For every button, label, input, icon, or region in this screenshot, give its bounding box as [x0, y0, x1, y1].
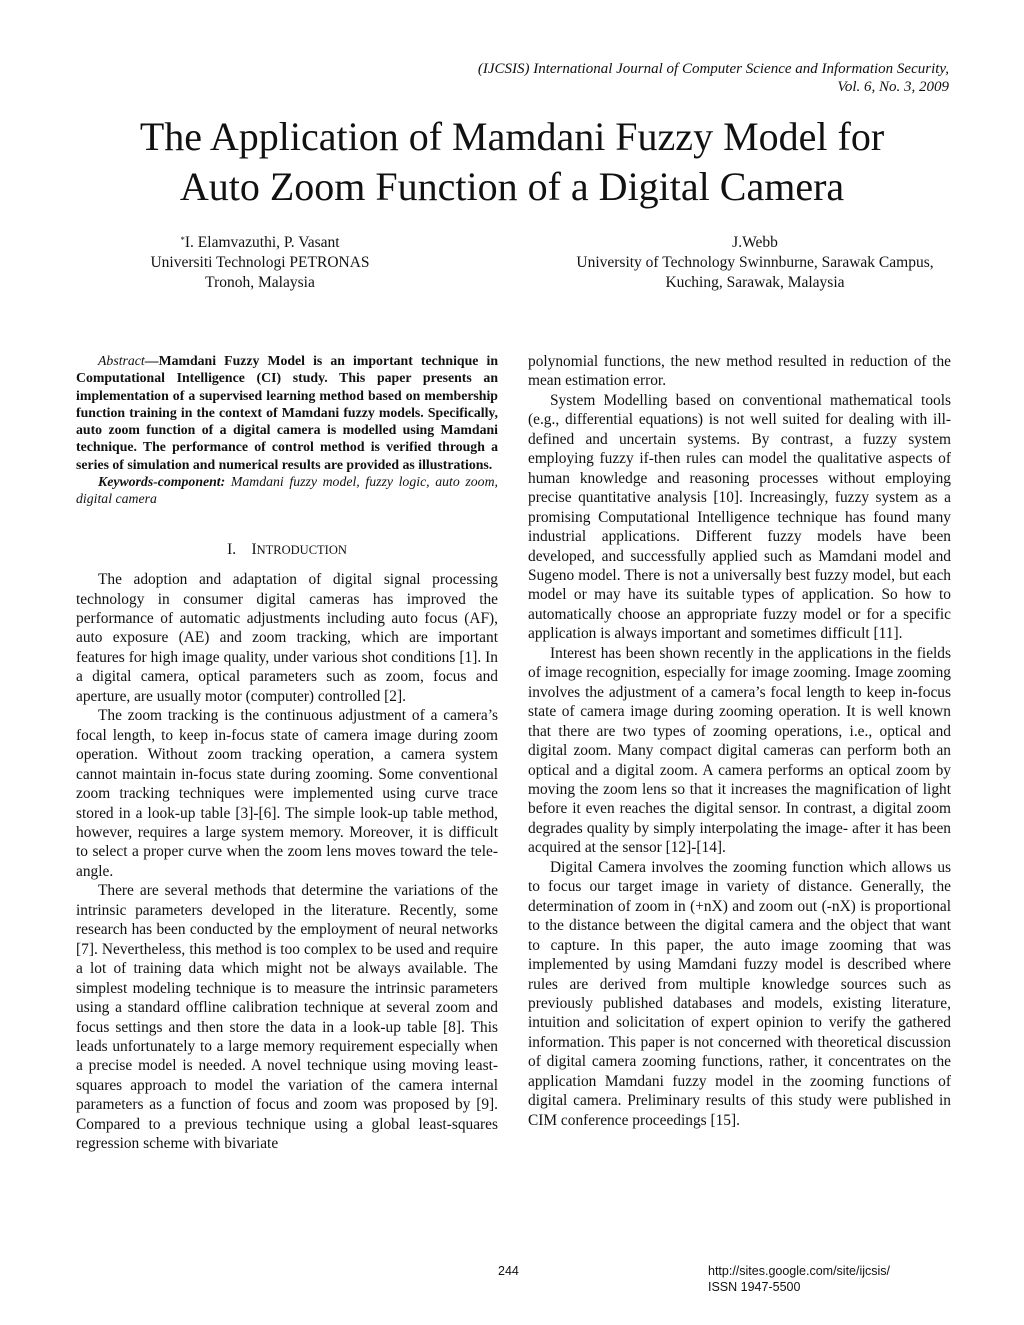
author-location-right: Kuching, Sarawak, Malaysia: [665, 274, 845, 291]
abstract: [76, 352, 498, 473]
left-column: [76, 352, 498, 1154]
paragraph: The adoption and adaptation of digital signal processing technology in consumer digital cameras has improved the performance of automatic adjustments including auto focus (AF), auto exposure (AE) and zoom tracking, which are important features for high image quality, under various shot conditions [1]. In a digital camera, optical parameters such as zoom, focus and aperture, are usually motor (computer) controlled [2].: [76, 571, 498, 705]
page-number: 244: [498, 1264, 519, 1278]
issn: ISSN 1947-5500: [708, 1280, 801, 1294]
abstract-label: Abstract: [98, 353, 145, 368]
section-heading: [76, 540, 498, 560]
corresponding-author-mark: *: [180, 235, 185, 245]
journal-url: http://sites.google.com/site/ijcsis/: [708, 1264, 891, 1278]
author-names-right: J.Webb: [732, 234, 778, 251]
paper-title: [0, 112, 1024, 212]
paper-title-line2: Auto Zoom Function of a Digital Camera: [179, 164, 845, 209]
section-title: INTRODUCTION: [251, 540, 347, 558]
paper-title-line1: The Application of Mamdani Fuzzy Model for: [139, 114, 885, 159]
author-block-right: [540, 233, 970, 293]
author-institution-left: Universiti Technologi PETRONAS: [150, 254, 370, 271]
keywords-label: Keywords-component:: [98, 474, 226, 490]
author-institution-right: University of Technology Swinnburne, Sarawak Campus,: [576, 254, 934, 271]
paragraph: System Modelling based on conventional mathematical tools (e.g., differential equations) is not well suited for dealing with ill-defined and uncertain systems. By contrast, a fuzzy system employing fuzzy if-then rules can model the qualitative aspects of human knowledge and reasoning processes without employing precise quantitative analysis [10]. Increasingly, fuzzy system as a promising Computational Intelligence technique has found many industrial applications. Different fuzzy models have been developed, and successfully applied such as Mamdani model and Sugeno model. There is not a universally best fuzzy model, but each model or may have its suitable types of application. So how to automatically choose an appropriate fuzzy model or for a specific application is always important and sometimes difficult [11].: [528, 391, 951, 643]
right-column: [528, 352, 951, 1130]
author-block-left: [130, 233, 390, 293]
paragraph-continuation: polynomial functions, the new method resulted in reduction of the mean estimation error.: [528, 353, 951, 390]
journal-header-line1: (IJCSIS) International Journal of Computer Science and Information Security,: [477, 61, 949, 77]
footer-info: [708, 1263, 890, 1295]
author-names-left: *I. Elamvazuthi, P. Vasant: [180, 234, 340, 251]
paragraph: There are several methods that determine the variations of the intrinsic parameters developed in the literature. Recently, some research has been conducted by the employment of neural networks [7]. Nevertheless, this method is too complex to be used and require a lot of training data which might not be always available. The simplest modeling technique is to measure the intrinsic parameters using a standard offline calibration technique at several zoom and focus settings and then store the data in a look-up table [8]. This leads unfortunately to a large memory requirement especially when a precise model is needed. A novel technique using moving least-squares approach to model the variation of the camera internal parameters as a function of focus and zoom was proposed by [9]. Compared to a previous technique using a global least-squares regression scheme with bivariate: [76, 882, 498, 1153]
paragraph: The zoom tracking is the continuous adjustment of a camera’s focal length, to keep in-focus state of camera image during zoom operation. Without zoom tracking operation, a camera system cannot maintain in-focus state during zooming. Some conventional zoom tracking techniques were implemented using curve trace stored in a look-up table [3]-[6]. The simple look-up table method, however, requires a large system memory. Moreover, it is difficult to select a proper curve when the zoom lens moves toward the tele-angle.: [76, 707, 498, 880]
author-location-left: Tronoh, Malaysia: [205, 274, 315, 291]
paragraph: Digital Camera involves the zooming function which allows us to focus our target image in variety of distance. Generally, the determination of zoom in (+nX) and zoom out (-nX) is proportional to the distance between the digital camera and the object that want to capture. In this paper, the auto image zooming that was implemented by using Mamdani fuzzy model is described where rules are derived from multiple knowledge sources such as previously published databases and models, existing literature, intuition and solicitation of expert opinion to verify the gathered information. This paper is not concerned with theoretical discussion of digital camera zooming functions, rather, it concentrates on the application Mamdani fuzzy model in the zooming functions of digital camera. Preliminary results of this study were published in CIM conference proceedings [15].: [528, 858, 951, 1129]
journal-header: [478, 60, 949, 96]
keywords-text: Mamdani fuzzy model, fuzzy logic, auto zoom, digital camera: [76, 474, 498, 507]
paragraph: Interest has been shown recently in the applications in the fields of image recognition, especially for image zooming. Image zooming involves the adjustment of a camera’s focal length to keep in-focus state of camera image during zooming operation. It is well known that there are two types of zooming operations, i.e., optical and digital zoom. Many compact digital cameras can perform both an optical and a digital zoom. A camera performs an optical zoom by moving the zoom lens so that it increases the magnification of light before it even reaches the digital sensor. In contrast, a digital zoom degrades quality by simply interpolating the image- after it has been acquired at the sensor [12]-[14].: [528, 644, 951, 857]
journal-header-line2: Vol. 6, No. 3, 2009: [837, 79, 949, 95]
abstract-text: —Mamdani Fuzzy Model is an important technique in Computational Intelligence (CI) study. This paper presents an implementation of a supervised learning method based on membership function training in the context of Mamdani fuzzy models. Specifically, auto zoom function of a digital camera is modelled using Mamdani technique. The performance of control method is verified through a series of simulation and numerical results are provided as illustrations.: [76, 353, 498, 472]
section-number: I.: [227, 540, 237, 558]
keywords: [76, 473, 498, 508]
